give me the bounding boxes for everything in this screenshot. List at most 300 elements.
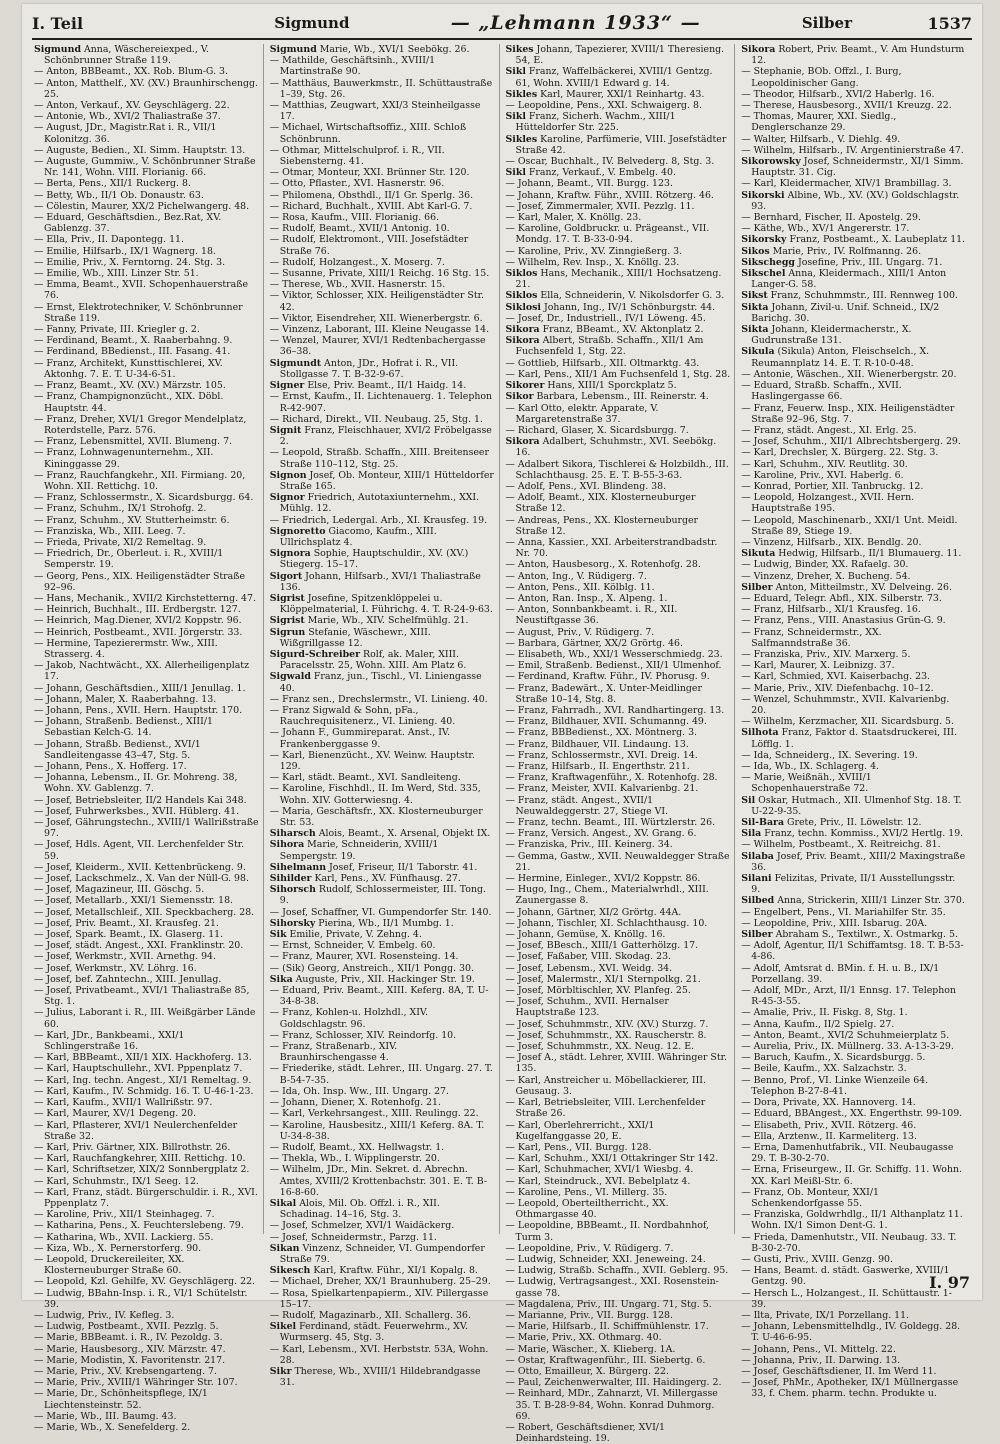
entry-details: — Elisabeth, Wb., XXI/1 Wesserschmiedg. 23. (505, 648, 723, 660)
entry-surname: Sigmundt (269, 357, 322, 369)
entry-details: — Karl, Schuhm., XIV. Reutlitg. 30. (741, 458, 908, 470)
entry-details: — Anton, Ing., V. Rüdigerg. 7. (505, 570, 647, 582)
entry-details: — Viktor, Eisendreher, XII. Wienerbergstr. 6. (269, 312, 483, 324)
entry-details: — Auguste, Bedien., XI. Simm. Hauptstr. 13. (34, 144, 246, 156)
directory-entry (741, 290, 966, 301)
entry-details: — Auguste, Gummiw., V. Schönbrunner Straße Nr. 141, Wohn. VIII. Florianig. 66. (34, 156, 256, 179)
directory-entry (34, 111, 259, 122)
directory-entry (741, 1030, 966, 1041)
entry-details: — Marie, Wb., X. Senefelderg. 2. (34, 1421, 191, 1433)
entry-details: — Marie, Priv., XX. Othmarg. 40. (505, 1332, 662, 1344)
entry-details: Johann, Kleidermacherstr., X. Gudrunstraße 131. (751, 324, 912, 347)
header-rule (32, 38, 972, 40)
entry-details: Anton, JDr., Hofrat i. R., VII. Stollgasse 7. T. B-32-9-67. (279, 357, 459, 380)
entry-details: — Anton, BBBeamt., XX. Rob. Blum-G. 3. (34, 66, 228, 78)
directory-entry (506, 1120, 731, 1142)
directory-entry (34, 1276, 259, 1287)
entry-details: — Konrad, Portier, XII. Tanbruckg. 12. (741, 480, 924, 492)
entry-details: — Josef, Werkmstr., XV. Löhrg. 16. (34, 962, 197, 974)
entry-details: — Josef, Schneidermstr., Parzg. 11. (269, 1231, 437, 1243)
entry-details: — Rudolf, Beamt., XX. Hellwagstr. 1. (269, 1141, 445, 1153)
entry-surname: Sihora (269, 839, 305, 851)
directory-entry (506, 638, 731, 649)
directory-entry (34, 503, 259, 514)
directory-entry (741, 156, 966, 178)
entry-details: — Andreas, Pens., XX. Klosterneuburger Straße 12. (505, 514, 699, 537)
entry-details: — Josef A., städt. Lehrer, XVIII. Währinger Str. 135. (505, 1052, 728, 1075)
entry-details: — Karl, Pens., XII/1 Am Fuchsenfeld 1, Stg. 28. (505, 368, 731, 380)
directory-entry (270, 806, 495, 828)
entry-surname: Sikora (505, 436, 540, 448)
entry-details: — Josef, Lebensm., XVI. Weidg. 34. (505, 962, 673, 974)
directory-entry (506, 739, 731, 750)
entry-details: Johann, Tapezierer, XVIII/1 Theresieng. 54, E. (515, 44, 725, 67)
entry-details: — Frieda, Damenhutstr., VII. Neubaug. 33. T. B-30-2-70. (741, 1231, 957, 1254)
directory-entry (506, 1176, 731, 1187)
entry-details: Felizitas, Private, II/1 Ausstellungsstr. 9. (751, 873, 956, 896)
entry-details: — (Sik) Georg, Anstreich., XII/1 Pongg. 30. (269, 962, 474, 974)
entry-details: — Karl, JDr., Bankbeami., XXI/1 Schlingerstraße 16. (34, 1029, 185, 1053)
entry-details: Stefanie, Wäschewr., XIII. Wißgrillgasse 12. (279, 626, 431, 649)
entry-details: Albert, Straßb. Schaffn., XII/1 Am Fuchsenfeld 1, Stg. 22. (515, 335, 704, 358)
directory-entry (34, 447, 259, 469)
entry-details: — Franz, städt. Angest., XI. Erlg. 25. (741, 424, 917, 436)
directory-entry (34, 492, 259, 503)
directory-entry (506, 1030, 731, 1041)
directory-entry (741, 492, 966, 514)
directory-entry (506, 1019, 731, 1030)
entry-details: — Stephanie, BOb. Offzl., I. Burg, Leopoldinischer Gang. (741, 66, 902, 89)
entry-details: — Karl, Ing. techn. Angest., XI/1 Remeltag. 9. (34, 1074, 252, 1086)
directory-entry (741, 940, 966, 962)
directory-entry (34, 862, 259, 873)
entry-details: — Erna, Friseurgew., II. Gr. Schiffg. 11. Wohn. XX. Karl Meißl-Str. 6. (741, 1164, 962, 1187)
entry-details: — Karoline, Fischhdl., II. Im Werd, Std. 335, Wohn. XIV. Gotterwiesng. 4. (269, 783, 481, 806)
directory-entry (34, 212, 259, 234)
entry-details: — Aurelia, Priv., IX. Müllnerg. 33. A-13-3-29. (741, 1041, 954, 1053)
entry-details: — Franz, Versich. Angest., XV. Grang. 6. (505, 828, 697, 840)
directory-entry (741, 593, 966, 604)
directory-entry (270, 1220, 495, 1231)
entry-details: — Maria, Geschäftsfr., XX. Klosterneuburger Str. 53. (269, 805, 483, 829)
directory-entry (506, 1310, 731, 1321)
entry-details: — Marie, Weißnäh., XVIII/1 Schopenhauerstraße 72. (741, 772, 872, 795)
directory-entry (34, 929, 259, 940)
directory-entry (506, 851, 731, 873)
directory-entry (506, 1321, 731, 1332)
directory-entry (506, 1243, 731, 1254)
entry-details: — Ernst, Schneider, V. Embelg. 60. (269, 940, 436, 952)
entry-details: Franz, techn. Kommiss., XVI/2 Hertlg. 19. (761, 828, 964, 840)
directory-entry (506, 100, 731, 111)
entry-details: — Karl, Anstreicher u. Möbellackierer, III. Geusaug. 3. (505, 1074, 706, 1097)
entry-details: — Franz, Beamt., XV. (XV.) Märzstr. 105. (34, 380, 226, 392)
entry-details: Anna, Kleidermach., XIII/1 Anton Langer-G. 58. (751, 268, 947, 291)
directory-entry (34, 391, 259, 413)
entry-details: Marie, Wb., XVI/1 Seebökg. 26. (316, 44, 470, 55)
entry-details: — Theodor, Hilfsarb., XVI/2 Haberlg. 16. (741, 88, 935, 100)
directory-entry (741, 425, 966, 436)
directory-entry (741, 828, 966, 839)
entry-surname: Sikorer (505, 380, 545, 392)
entry-details: Anna, Strickerin, XIII/1 Linzer Str. 370. (774, 895, 965, 907)
entry-surname: Sigrun (269, 626, 306, 638)
entry-details: — Otto, Pflaster., XVI. Hasnerstr. 96. (269, 178, 445, 190)
entry-details: — Marie, Hilfsarb., II. Schiffmühlenstr. 17. (505, 1321, 709, 1333)
entry-details: — Ferdinand, BBedienst., III. Fasang. 41. (34, 346, 231, 358)
directory-entry (506, 974, 731, 985)
entry-details: — Josef, Schuhmmstr., XX. Rauscherstr. 8. (505, 1029, 707, 1041)
directory-entry (741, 1209, 966, 1231)
entry-details: Emilie, Private, V. Zehng. 4. (286, 929, 422, 941)
entry-details: — Wilhelm, Postbeamt., X. Reitreichg. 81. (741, 839, 941, 851)
entry-details: — Karl, Schriftsetzer, XIX/2 Sonnbergplatz 2. (34, 1164, 250, 1176)
entry-surname: Siklos (505, 268, 538, 280)
directory-entry (741, 1131, 966, 1142)
directory-entry (270, 862, 495, 873)
entry-details: — Antonie, Wäschen., XII. Wienerbergstr. 20. (741, 368, 957, 380)
entry-surname: Sika (269, 973, 293, 985)
entry-details: — Robert, Geschäftsdiener, XVI/1 Deinhardsteing. 19. (505, 1421, 665, 1444)
directory-entry (506, 750, 731, 761)
entry-surname: Silhota (741, 727, 779, 739)
entry-surname: Sikuta (741, 548, 776, 560)
entry-details: — Engelbert, Pens., VI. Mariahilfer Str. 35. (741, 906, 946, 918)
directory-entry (270, 425, 495, 447)
directory-entry (34, 257, 259, 268)
directory-entry (506, 111, 731, 133)
entry-details: Karl, Pens., XV. Fünfhausg. 27. (311, 873, 461, 885)
entry-details: Sophie, Hauptschuldir., XV. (XV.) Stiegerg. 15–17. (279, 548, 469, 571)
directory-entry (270, 526, 495, 548)
entry-details: — Leopold, Oberteiltherricht., XX. Othmargasse 40. (505, 1197, 669, 1221)
directory-entry (270, 55, 495, 77)
entry-surname: Sigmund (269, 44, 317, 55)
directory-entry (34, 985, 259, 1007)
entry-surname: Sikorowsky (741, 156, 801, 168)
entry-details: — Johann, Geschäftsdien., XIII/1 Jenullag. 1. (34, 682, 246, 694)
entry-details: — Josef, Schuhmmstr., XX. Neug. 12. E. (505, 1041, 695, 1053)
entry-surname: Sikl (505, 167, 526, 179)
entry-details: — Karl, Drechsler, X. Bürgerg. 22. Stg. 3. (741, 447, 939, 459)
directory-entry (741, 1254, 966, 1265)
directory-entry (506, 1254, 731, 1265)
directory-entry (506, 335, 731, 357)
entry-details: — Josef, Zimmermaler, XVII. Pezzlg. 11. (505, 200, 695, 212)
entry-surname: Sikl (505, 111, 526, 123)
entry-details: — August, JDr., Magistr.Rat i. R., VII/1 Kolonitzg. 36. (34, 122, 217, 145)
entry-details: — Anton, Verkauf., XV. Geyschlägerg. 22. (34, 100, 230, 112)
entry-details: — Cölestin, Maurer, XX/2 Pichelwangerg. 48. (34, 200, 250, 212)
directory-entry (34, 1288, 259, 1310)
directory-entry (741, 683, 966, 694)
directory-entry (506, 907, 731, 918)
entry-details: — Bernhard, Fischer, II. Apostelg. 29. (741, 212, 921, 224)
entry-details: — Johann, Beamt., VII. Burgg. 123. (505, 178, 673, 190)
directory-entry (270, 178, 495, 189)
entry-details: — Karl, Schuhm., XXI/1 Ottakringer Str 142. (505, 1153, 719, 1165)
directory-entry (506, 1142, 731, 1153)
directory-entry (506, 391, 731, 402)
entry-details: — Franz, Bildhauer, XVII. Schumanng. 49. (505, 716, 707, 728)
directory-entry (741, 380, 966, 402)
entry-details: — Karoline, Priv., XV. Zinngießerg. 3. (505, 245, 683, 257)
entry-details: — Otmar, Monteur, XXI. Brünner Str. 120. (269, 167, 470, 179)
entry-details: — Katharina, Pens., X. Feuchterslebeng. 79. (34, 1220, 244, 1232)
entry-surname: Sikst (741, 290, 768, 302)
column-2 (269, 44, 500, 1389)
directory-entry (506, 492, 731, 514)
directory-entry (506, 761, 731, 772)
directory-entry (506, 996, 731, 1018)
entry-details: — Magdalena, Priv., III. Ungarg. 71, Stg. 5. (505, 1298, 712, 1310)
directory-entry (506, 257, 731, 268)
entry-details: — Ida, Schneiderg., IX. Severing. 19. (741, 749, 918, 761)
entry-details: — Viktor, Schlosser, XIX. Heiligenstädter Str. 42. (269, 290, 485, 313)
entry-details: — Emilie, Hilfsarb., IX/1 Wagnerg. 18. (34, 245, 216, 257)
directory-entry (506, 1344, 731, 1355)
directory-entry (270, 750, 495, 772)
directory-entry (34, 873, 259, 884)
directory-entry (506, 537, 731, 559)
directory-entry (506, 873, 731, 884)
entry-details: Oskar, Hutmach., XII. Ulmenhof Stg. 18. T. U-22-9-35. (751, 794, 962, 817)
entry-details: — Franz Sigwald & Sohn, pFa., Rauchrequisitenerz., VI. Linieng. 40. (269, 704, 456, 728)
directory-entry (506, 190, 731, 201)
directory-entry (34, 1164, 259, 1175)
directory-entry (270, 828, 495, 839)
directory-entry (741, 145, 966, 156)
directory-entry (741, 571, 966, 582)
entry-details: — Josef, Priv. Beamt., XI. Krausfeg. 21. (34, 917, 219, 929)
entry-details: Karl, Maurer, XXI/1 Reinhartg. 43. (537, 88, 705, 100)
entry-details: — Franz, techn. Beamt., III. Würtzlerstr. 26. (505, 817, 716, 829)
directory-entry (741, 1321, 966, 1343)
directory-entry (506, 1422, 731, 1444)
entry-details: Alois, Beamt., X. Arsenal, Objekt IX. (315, 828, 491, 840)
entry-details: — Vinzenz, Hilfsarb., XIX. Bendlg. 20. (741, 536, 922, 548)
directory-entry (270, 414, 495, 425)
directory-entry (34, 1063, 259, 1074)
entry-details: — Ludwig, Priv., IV. Kefleg. 3. (34, 1309, 175, 1321)
entry-details: — Jakob, Nachtwächt., XX. Allerheiligenplatz 17. (34, 660, 250, 683)
entry-details: — Wilhelm, JDr., Min. Sekret. d. Abrechn. Amtes, XVIII/2 Krottenbachstr. 301. E. T. B-16-8-60. (269, 1164, 487, 1198)
entry-details: — Rosa, Spielkartenpapierm., XIV. Pillergasse 15–17. (269, 1287, 489, 1310)
entry-surname: Sil-Bara (741, 817, 785, 829)
directory-entry (506, 436, 731, 458)
directory-entry (506, 89, 731, 100)
entry-details: — Leopoldine, Priv., XIII. Isbarug. 20A. (741, 917, 928, 929)
entry-details: Johann, Zivil-u. Unif. Schneid., IX/2 Barichg. 30. (751, 301, 940, 324)
directory-entry (741, 839, 966, 850)
entry-details: — Ludwig, Schneider, XXI. Jeneweing. 24. (505, 1253, 706, 1265)
entry-details: — Emilie, Wb., XIII. Linzer Str. 51. (34, 268, 199, 280)
entry-details: — Anna, Kassier., XXI. Arbeiterstrandbadstr. Nr. 70. (505, 536, 718, 560)
directory-entry (741, 302, 966, 324)
directory-entry (34, 537, 259, 548)
directory-entry (270, 1153, 495, 1164)
directory-entry (506, 828, 731, 839)
entry-details: Ella, Schneiderin, V. Nikolsdorfer G. 3. (537, 290, 725, 302)
entry-details: — Eduard, Priv. Beamt., XIII. Keferg. 8A, T. U-34-8-38. (269, 985, 489, 1008)
entry-details: — Anton, Sonnbankbeamt. i. R., XII. Neustiftgasse 36. (505, 604, 678, 627)
directory-entry (34, 1030, 259, 1052)
entry-details: — Franz, Feuerw. Insp., XIX. Heiligenstädter Straße 92–96, Stg. 7. (741, 402, 955, 425)
entry-surname: Siklosi (505, 301, 541, 313)
directory-entry (34, 884, 259, 895)
directory-entry (34, 1176, 259, 1187)
directory-entry (506, 1388, 731, 1422)
entry-details: — Anna, Kaufm., II/2 Spielg. 27. (741, 1018, 895, 1030)
entry-details: — Josef, Metallschleif., XII. Speckbacherg. 28. (34, 906, 255, 918)
entry-details: — Karl, Kaufm., IV. Schmidg. 16. T. U-46-1-23. (34, 1085, 254, 1097)
directory-entry (506, 839, 731, 850)
directory-entry (34, 1366, 259, 1377)
directory-entry (741, 963, 966, 985)
entry-surname: Sihorsky (269, 917, 316, 929)
entry-details: Franz, Faktor d. Staatsdruckerei, III. Löfflg. 1. (751, 727, 958, 750)
directory-entry (270, 1243, 495, 1265)
entry-details: — Josef, städt. Angest., XXI. Franklinstr. 20. (34, 940, 244, 952)
entry-details: — Johann, Pens., XVII. Hern. Hauptstr. 170. (34, 704, 243, 716)
directory-entry (741, 89, 966, 100)
directory-entry (741, 727, 966, 749)
directory-entry (270, 1086, 495, 1097)
entry-details: — Elisabeth, Priv., XVII. Rötzerg. 46. (741, 1119, 917, 1131)
directory-entry (741, 851, 966, 873)
directory-entry (34, 78, 259, 100)
directory-entry (34, 1254, 259, 1276)
entry-details: Adalbert, Schuhmstr., XVI. Seebökg. 16. (515, 436, 717, 459)
directory-entry (34, 1310, 259, 1321)
entry-details: — Johanna, Priv., II. Darwing. 13. (741, 1354, 901, 1366)
entry-details: — Josef, PhMr., Apotheker, IX/1 Müllnergasse 33, f. Chem. pharm. techn. Produkte u. (741, 1377, 959, 1400)
entry-details: — Wilhelm, Hilfsarb., IV. Argentinierstraße 47. (741, 144, 964, 156)
entry-surname: Sikschel (741, 268, 786, 280)
entry-details: — Josef, Malermstr., XI/1 Sternpolkg. 21. (505, 973, 701, 985)
directory-entry (34, 324, 259, 335)
entry-details: — Ferdinand, Kraftw. Führ., IV. Phorusg. 9. (505, 671, 710, 683)
entry-surname: Sikta (741, 324, 769, 336)
entry-surname: Sigort (269, 570, 303, 582)
entry-details: — Emil, Straßenb. Bedienst., XII/1 Ulmenhof. (505, 660, 722, 672)
entry-details: — Karl, Franz, städt. Bürgerschuldir. i. R., XVI. Pppenplatz 7. (34, 1186, 258, 1209)
directory-entry (270, 1120, 495, 1142)
entry-details: Else, Priv. Beamt., II/1 Haidg. 14. (304, 380, 467, 392)
directory-entry (270, 391, 495, 413)
entry-details: — Wenzel, Schuhmmstr., XVII. Kalvarienbg. 20. (741, 693, 950, 716)
entry-details: Hans, XIII/1 Sporckplatz 5. (544, 380, 677, 392)
entry-details: — Berta, Pens., XII/1 Ruckerg. 8. (34, 178, 191, 190)
directory-entry (34, 918, 259, 929)
directory-entry (270, 44, 495, 55)
page-number: 1537 (927, 14, 972, 33)
entry-surname: Sihorsch (269, 884, 316, 896)
entry-details: Hedwig, Hilfsarb., II/1 Blumauerg. 11. (775, 548, 962, 560)
directory-entry (270, 1344, 495, 1366)
directory-page (22, 4, 982, 1444)
entry-surname: Signor (269, 492, 305, 504)
entry-details: — Ilta, Private, IX/1 Porzellang. 11. (741, 1309, 910, 1321)
directory-entry (270, 470, 495, 492)
entry-surname: Signer (269, 380, 305, 392)
directory-entry (34, 246, 259, 257)
entry-details: — Hugo, Ing., Chem., Materialwrhdl., XIII. Zaunergasse 8. (505, 884, 709, 907)
entry-surname: Silaba (741, 850, 774, 862)
entry-details: — Hans, Beamt. d. städt. Gaswerke, XVIII/1 Gentzg. 90. (741, 1265, 950, 1288)
directory-entry (270, 694, 495, 705)
directory-entry (270, 1007, 495, 1029)
directory-entry (270, 515, 495, 526)
entry-details: Josefine, Priv., III. Ungarg. 71. (794, 256, 943, 268)
directory-entry (270, 290, 495, 312)
entry-details: — Susanne, Private, XIII/1 Reichg. 16 Stg. 15. (269, 268, 490, 280)
directory-entry (506, 649, 731, 660)
directory-entry (270, 705, 495, 727)
directory-entry (506, 1265, 731, 1276)
directory-entry (34, 1344, 259, 1355)
entry-details: — Karl, Schuhmstr., IX/1 Seeg. 12. (34, 1175, 199, 1187)
entry-details: — Therese, Wb., XVII. Hasnerstr. 15. (269, 279, 446, 291)
directory-entry (741, 66, 966, 88)
directory-entry (506, 66, 731, 88)
entry-details: — Georg, Pens., XIX. Heiligenstädter Straße 92–96. (34, 570, 246, 593)
directory-entry (741, 750, 966, 761)
directory-entry (506, 380, 731, 391)
entry-details: — Eduard, Geschäftsdien., Bez.Rat, XV. Gablenzg. 37. (34, 212, 222, 235)
directory-entry (34, 1153, 259, 1164)
entry-details: — Wilhelm, Kerzmacher, XII. Sicardsburg. 5. (741, 716, 954, 728)
entry-details: — Johann, Pens., VI. Mittelg. 22. (741, 1343, 896, 1355)
directory-entry (34, 716, 259, 738)
entry-surname: Sikel (269, 1321, 297, 1333)
entry-details: — Franz sen., Drechslermstr., VI. Linieng. 40. (269, 693, 488, 705)
entry-details: Franz, Waffelbäckerei, XVIII/1 Gentzg. 61, Wohn. XVIII/1 Edward g. 14. (515, 66, 713, 89)
directory-entry (741, 604, 966, 615)
entry-details: — Gottlieb, Hilfsarb., XII. Oltmarktg. 43. (505, 357, 700, 369)
directory-entry (270, 78, 495, 100)
entry-details: — Josef, Schaffner, VI. Gumpendorfer Str. 140. (269, 906, 492, 918)
entry-details: — Marie, Wb., III. Baumg. 43. (34, 1410, 177, 1422)
directory-entry (741, 1310, 966, 1321)
entry-details: — Barbara, Gärtner, XX/2 Grörtg. 46. (505, 637, 683, 649)
directory-entry (741, 1007, 966, 1018)
directory-entry (270, 974, 495, 985)
directory-entry (270, 358, 495, 380)
entry-details: — Josef, Schuhm., XII/1 Albrechtsbergerg. 29. (741, 436, 961, 448)
directory-entry (270, 1097, 495, 1108)
directory-entry (506, 1097, 731, 1119)
directory-entry (270, 1142, 495, 1153)
directory-entry (34, 279, 259, 301)
entry-details: — Josef, Privatbeamt., XVI/1 Thaliastraße 85, Stg. 1. (34, 985, 250, 1008)
directory-entry (270, 727, 495, 749)
entry-details: Franz, BBeamt., XV. Aktonplatz 2. (539, 324, 704, 336)
entry-details: — Richard, Buchhalt., XVIII. Abt Karl-G. 7. (269, 200, 473, 212)
entry-surname: Signoretto (269, 525, 326, 537)
directory-entry (506, 1153, 731, 1164)
entry-details: — Franz, Kohlen-u. Holzhdl., XIV. Goldschlagstr. 96. (269, 1007, 429, 1030)
entry-details: — Franz, Schneidermstr., XX. Salfmanndstraße 36. (741, 626, 882, 649)
directory-entry (506, 44, 731, 66)
entry-details: — Karoline, Goldbruckr. u. Prägeanst., VII. Mondg. 17. T. B-33-0-94. (505, 223, 710, 246)
entry-details: — Oscar, Buchhalt., IV. Belvederg. 8, Stg. 3. (505, 156, 715, 168)
entry-surname: Sigrist (269, 592, 305, 604)
entry-details: — Karoline, Hausbesitz., XIII/1 Keferg. 8A. T. U-34-8-38. (269, 1119, 485, 1142)
entry-surname: Signit (269, 424, 302, 436)
directory-entry (506, 963, 731, 974)
entry-details: — Heinrich, Postbeamt., XVII. Jörgerstr. 33. (34, 626, 243, 638)
